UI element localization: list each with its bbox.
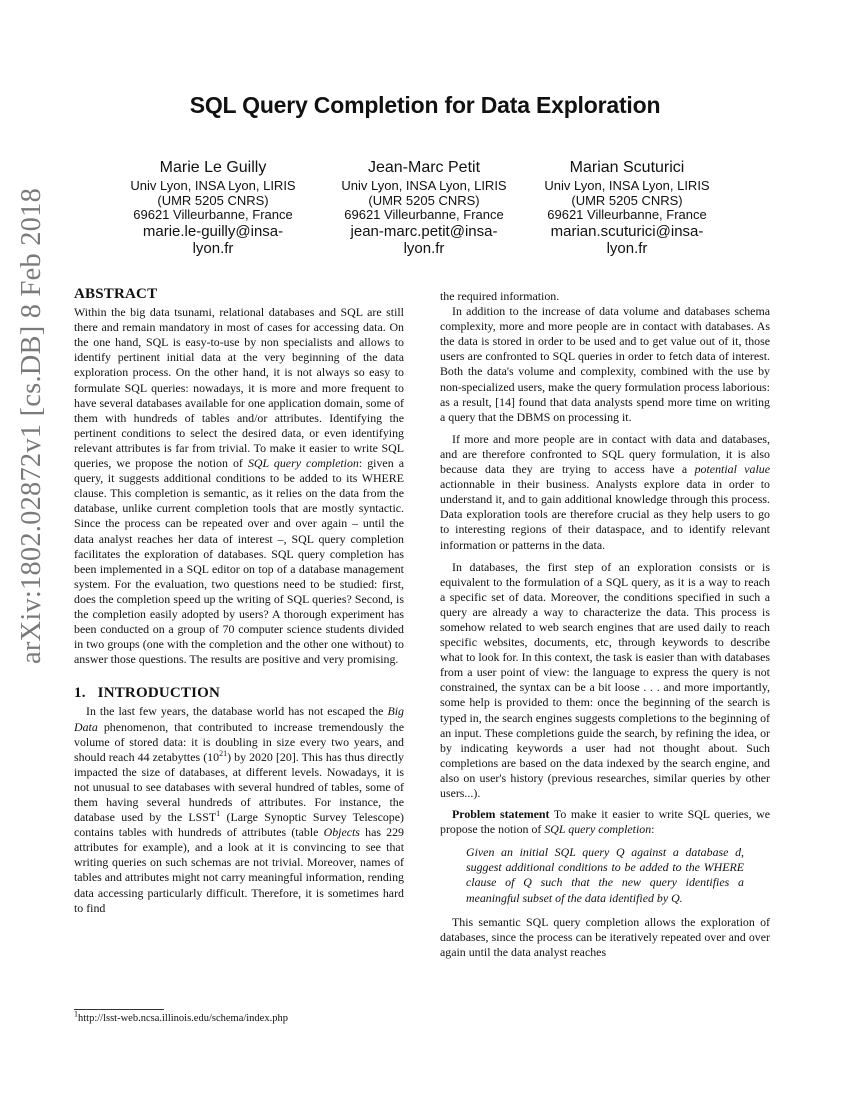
paragraph: In databases, the first step of an exploration consists or is equivalent to the formulation of a SQL query, as it is a way to reach a specific set of data. Moreover, the conditions specified in such a query are already a way to characterize the data. This process is somehow related to web search engines that are used daily to reach specific websites, documents, etc, through keywords to describe what to look for. In this context, the task is easier than with databases from a user point of view: the language to express the query is not constrained, the syntax can be a bit loose . . . and more importantly, some help is provided to them: once the beginning of the search is typed in, the search engines suggests completions to the beginning of an input. These completions guide the search, by refining the idea, or by indicating keywords a user had not thought about. Such completions are based on the data indexed by the search engine, and also on user's history (previous researches, similar queries by other users...).: [440, 559, 770, 800]
author-email: marian.scuturici@insa-: [550, 222, 704, 240]
author-name: Marie Le Guilly: [159, 159, 267, 176]
paragraph: In addition to the increase of data volume and databases schema complexity, more and more people are in contact with databases. As the data is stored in order to be used and to get value out of it, those users are confronted to SQL queries in order to fetch data of interest. Both the data's volume and complexity, combined with the use by non-specialized users, make the query formulation process laborious: as a result, [14] found that data analysts spend more time on writing a query that the DBMS on processing it.: [440, 304, 770, 424]
paragraph: This semantic SQL query completion allows the exploration of databases, since the process can be iteratively repeated over and over again until the data analyst reaches: [440, 914, 770, 959]
author-email: jean-marc.petit@insa-: [350, 222, 498, 240]
introduction-heading: 1. INTRODUCTION: [74, 685, 221, 702]
abstract-text: Within the big data tsunami, relational databases and SQL are still there and remain mandatory in most of cases for accessing data. On the one hand, SQL is easy-to-use by non specialists and allows to identify pertinent initial data at the very beginning of the data exploration process. On the other hand, it is not always so easy to formulate SQL queries: nowadays, it is more and more frequent to have several databases available for one application domain, some of them with hundreds of tables and/or attributes. Identifying the pertinent conditions to select the desired data, or even identifying relevant attributes is far from trivial. To make it easier to write SQL queries, we propose the notion of SQL query completion: given a query, it suggests additional conditions to be added to its WHERE clause. This completion is semantic, as it relies on the data from the database, unlike current completion tools that are mostly syntactic. Since the process can be repeated over and over again – until the data analyst reaches her data of interest –, SQL query completion facilitates the exploration of databases. SQL query completion has been implemented in a SQL editor on top of a database management system. For the evaluation, two questions need to be studied: first, does the completion speed up the writing of SQL queries? Second, is the completion easily adopted by users? A thorough experiment has been conducted on a group of 70 computer science students divided in two groups (one with the completion and the other one without) to answer those questions. The results are positive and very promising.: [74, 305, 404, 667]
paper-title: SQL Query Completion for Data Exploration: [189, 92, 661, 118]
author-affiliation-unit: (UMR 5205 CNRS): [368, 192, 480, 208]
abstract-heading: ABSTRACT: [74, 286, 158, 302]
author-address: 69621 Villeurbanne, France: [344, 207, 504, 223]
author-email-domain: lyon.fr: [192, 239, 234, 257]
problem-definition: Given an initial SQL query Q against a database d, suggest additional conditions to be added to the WHERE clause of Q such that the new query identifies a meaningful subset of the data identified by Q.: [466, 845, 744, 905]
author-block: [522, 158, 732, 257]
author-affiliation: Univ Lyon, INSA Lyon, LIRIS: [341, 178, 507, 193]
author-block: [319, 158, 529, 257]
author-email: marie.le-guilly@insa-: [142, 222, 284, 240]
introduction-paragraph: In the last few years, the database world has not escaped the Big Data phenomenon, that contributed to increase tremendously the volume of stored data: it is doubling in size every two years, and should reach 44 zetabyttes $(10^{21})$ by 2020 [20]. This has thus directly impacted the size of databases, at different levels. Nowadays, it is not unusual to see databases with several hundred of tables, some of them having several hundreds of attributes. For instance, the database used by the LSST$^1$ (Large Synoptic Survey Telescope) contains tables with hundreds of attributes (table Objects has 229 attributes for example), and a look at it is convincing to see that writing queries on such schemas are not trivial. Moreover, names of tables and attributes might not carry meaningful information, rending data accessing particularly difficult. Therefore, it is sometimes hard to find: [74, 704, 404, 915]
footnote-divider: [74, 1009, 164, 1010]
footnote: $^1$http://lsst-web.ncsa.illinois.edu/schema/index.php: [74, 1009, 288, 1024]
author-name: Jean-Marc Petit: [367, 159, 481, 176]
problem-statement: Problem statement To make it easier to write SQL queries, we propose the notion of SQL query completion:: [440, 807, 770, 837]
author-address: 69621 Villeurbanne, France: [133, 207, 293, 223]
author-email-domain: lyon.fr: [606, 239, 648, 257]
author-block: [108, 158, 318, 257]
arxiv-stamp: arXiv:1802.02872v1 [cs.DB] 8 Feb 2018: [16, 187, 47, 664]
left-column: [74, 287, 404, 916]
right-column: [440, 289, 770, 960]
author-address: 69621 Villeurbanne, France: [547, 207, 707, 223]
author-affiliation: Univ Lyon, INSA Lyon, LIRIS: [544, 178, 710, 193]
paragraph: If more and more people are in contact with data and databases, and are therefore confronted to SQL query formulation, it is also because data they are trying to access have a potential value actionnable in their business. Analysts explore data in order to understand it, and to gain additional knowledge through this process. Data exploration tools are therefore crucial as they help users to go to interesting regions of their dataspace, and to identify relevant information or patterns in the data.: [440, 431, 770, 552]
author-affiliation-unit: (UMR 5205 CNRS): [157, 192, 269, 208]
author-email-domain: lyon.fr: [403, 239, 445, 257]
author-affiliation: Univ Lyon, INSA Lyon, LIRIS: [130, 178, 296, 193]
author-name: Marian Scuturici: [569, 159, 685, 176]
author-affiliation-unit: (UMR 5205 CNRS): [571, 192, 683, 208]
paragraph-continuation: the required information.: [440, 289, 560, 303]
